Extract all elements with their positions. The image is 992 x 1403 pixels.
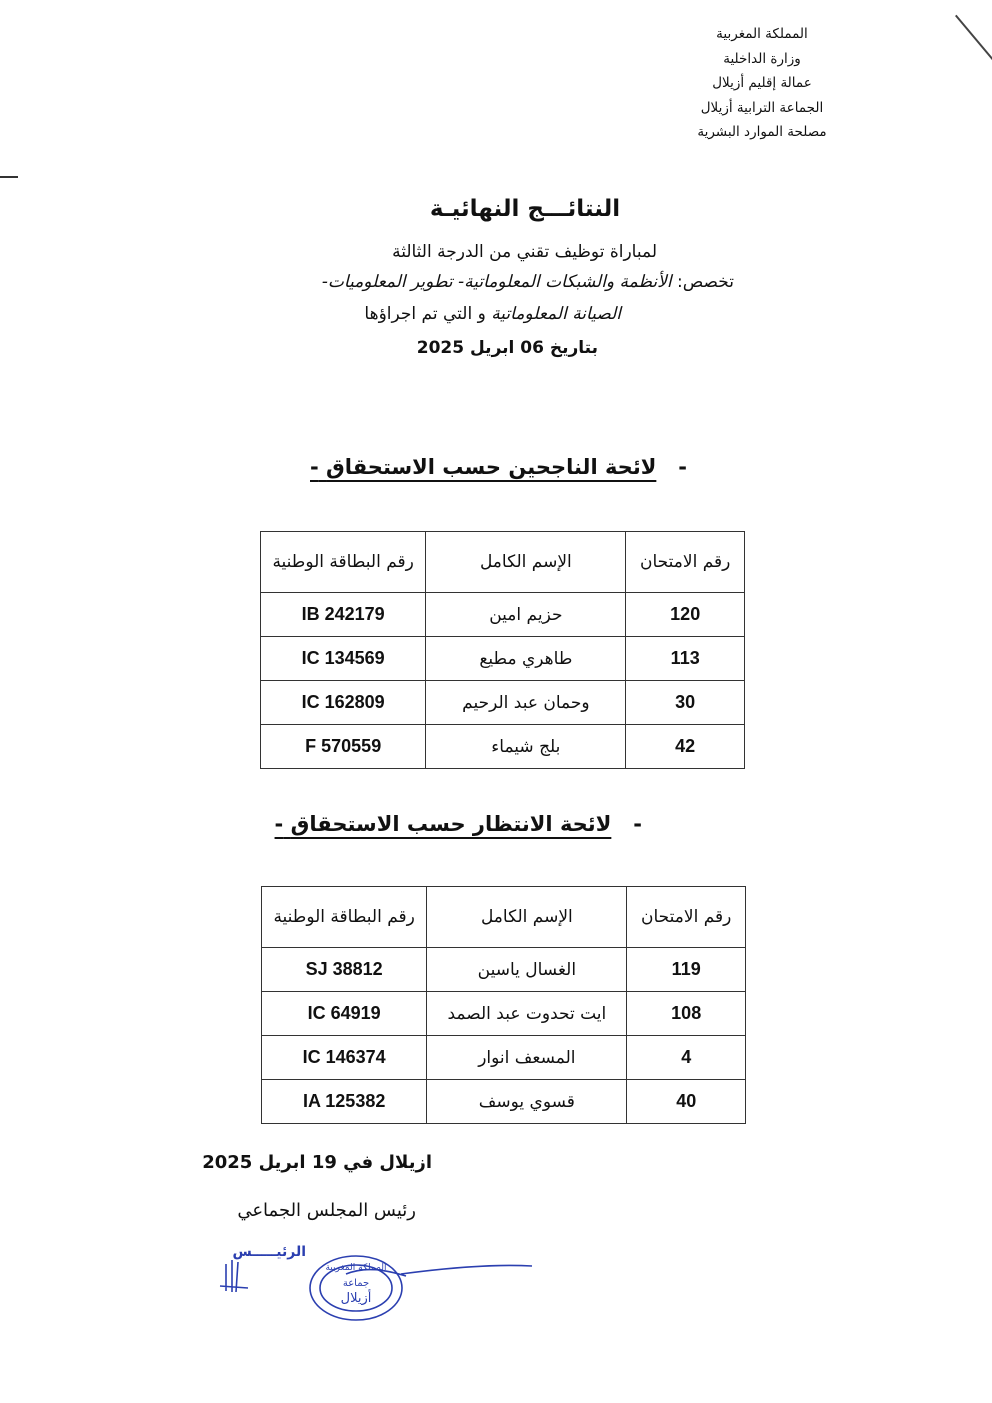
signature-scribble [220,1260,248,1292]
signatory-title: رئيس المجلس الجماعي [237,1200,416,1221]
table-row [262,1080,746,1124]
cin-cell: IC 64919 [262,992,427,1036]
table-row [261,637,745,681]
stamp-city-text: أزيلال [340,1291,372,1306]
table-row [261,593,745,637]
exam-date: بتاريخ 06 ابريل 2025 [416,338,598,358]
waiting-table [261,886,746,1124]
speciality-label: تخصص: [671,272,734,292]
successful-list-heading [310,455,687,479]
column-header-name: الإسم الكامل [427,887,627,948]
table-header-row [261,532,745,593]
header-line: المملكة المغربية [716,26,808,42]
cin-cell: IC 146374 [262,1036,427,1080]
stamp-graphic [196,1236,536,1326]
heading-dash: - [310,455,319,479]
edge-mark [0,176,18,178]
cin-cell: IC 162809 [261,681,426,725]
name-cell: طاهري مطيع [426,637,626,681]
stamp-mid-text: جماعة [342,1278,370,1289]
table-header-row [262,887,746,948]
name-cell: وحمان عبد الرحيم [426,681,626,725]
administrative-header [602,22,922,145]
waiting-list-heading [275,812,642,836]
column-header-name: الإسم الكامل [426,532,626,593]
exam-no-cell: 40 [627,1080,746,1124]
cin-cell: IC 134569 [261,637,426,681]
column-header-cin: رقم البطاقة الوطنية [261,532,426,593]
exam-no-cell: 42 [626,725,745,769]
column-header-cin: رقم البطاقة الوطنية [262,887,427,948]
heading-text: لائحة الناجحين حسب الاستحقاق [326,455,657,479]
cin-cell: SJ 38812 [262,948,427,992]
signature-stroke [401,1265,532,1274]
table-row [262,1036,746,1080]
column-header-exam-no: رقم الامتحان [626,532,745,593]
exam-no-cell: 108 [627,992,746,1036]
table-row [262,948,746,992]
heading-dash: - [274,812,284,836]
exam-no-cell: 4 [627,1036,746,1080]
header-line: الجماعة الترابية أزيلال [700,99,824,116]
name-cell: قسوي يوسف [427,1080,627,1124]
exam-no-cell: 30 [626,681,745,725]
heading-dash: - [678,455,687,479]
name-cell: المسعف انوار [427,1036,627,1080]
stamp-top-text: المملكة المغربية [325,1263,387,1273]
name-cell: ايت تحدوت عبد الصمد [427,992,627,1036]
header-line: وزارة الداخلية [723,50,801,67]
table-row [261,681,745,725]
subtitle-line-1: لمباراة توظيف تقني من الدرجة الثالثة [392,242,657,262]
corner-mark [955,15,992,81]
exam-no-cell: 120 [626,593,745,637]
cin-cell: F 570559 [261,725,426,769]
exam-no-cell: 119 [627,948,746,992]
stamp-title-text: الرئيـــــس [232,1244,306,1260]
heading-text: لائحة الانتظار حسب الاستحقاق [290,812,612,836]
signature-and-stamp [196,1236,536,1326]
page-title: النتائـــج النهائيـة [429,196,621,222]
exam-no-cell: 113 [626,637,745,681]
cin-cell: IA 125382 [262,1080,427,1124]
table-row [262,992,746,1036]
subtitle-line-3 [364,304,621,324]
header-line: عمالة إقليم أزيلال [712,75,812,91]
column-header-exam-no: رقم الامتحان [627,887,746,948]
name-cell: الغسال ياسين [427,948,627,992]
header-line: مصلحة الموارد البشرية [697,124,827,140]
speciality-maintenance: الصيانة المعلوماتية [491,304,621,324]
subtitle-line-2 [322,272,734,292]
held-text: و التي تم اجراؤها [364,304,492,324]
table-row [261,725,745,769]
speciality-names: الأنظمة والشبكات المعلوماتية- تطوير المعلوميات- [321,272,672,292]
place-and-date: ازيلال في 19 ابريل 2025 [202,1152,432,1173]
name-cell: حزيم امين [426,593,626,637]
heading-dash: - [633,812,642,836]
name-cell: بلج شيماء [426,725,626,769]
successful-table [260,531,745,769]
cin-cell: IB 242179 [261,593,426,637]
